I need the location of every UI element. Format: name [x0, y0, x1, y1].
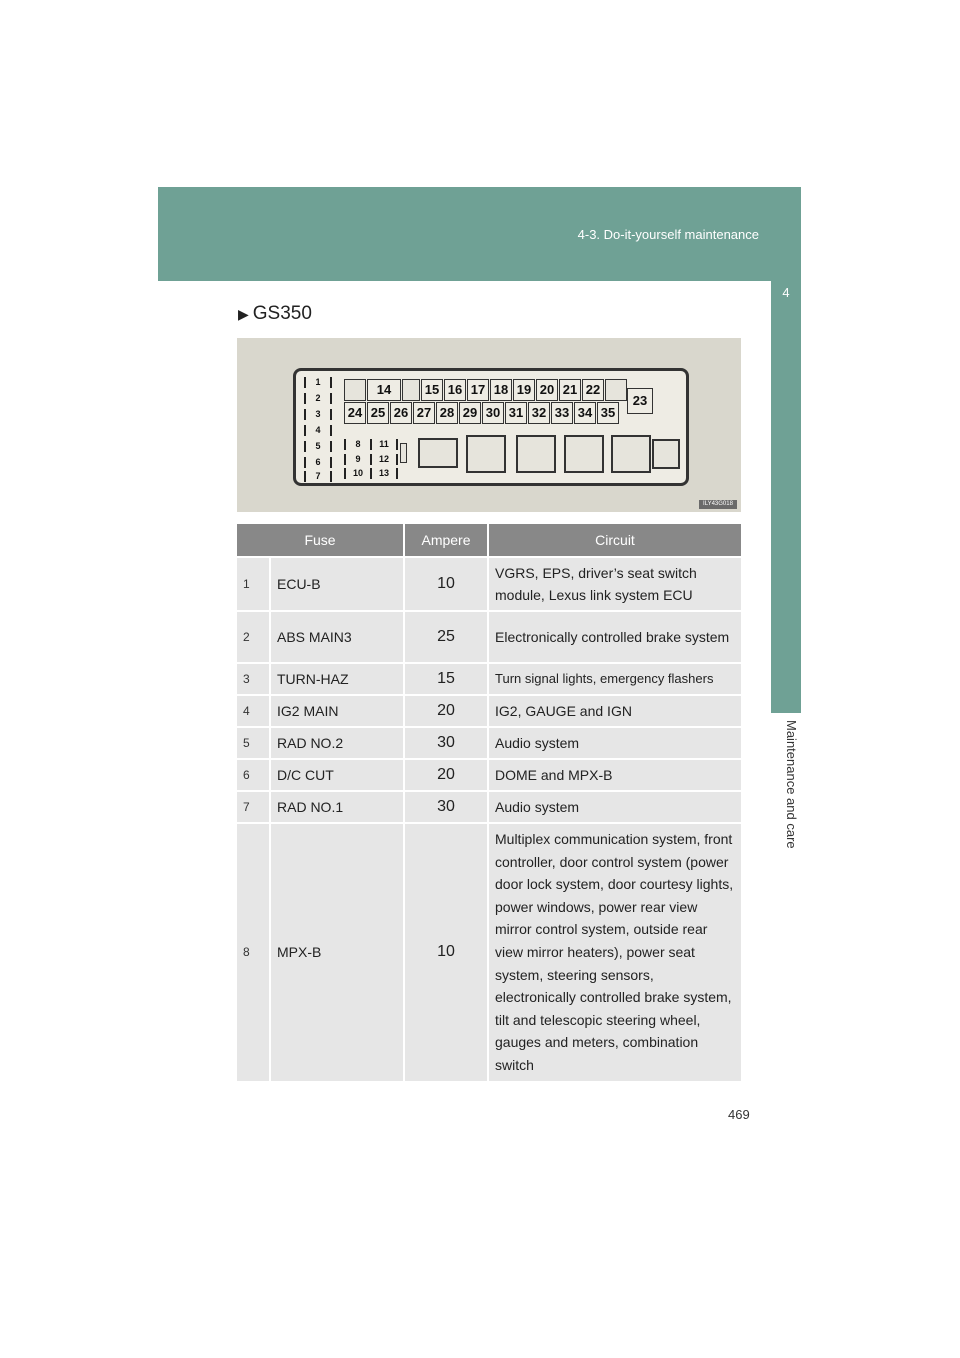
- relay-slot: [516, 435, 556, 473]
- fuse-name: D/C CUT: [270, 759, 404, 791]
- table-row: [237, 727, 741, 759]
- row-number: 8: [237, 823, 270, 1081]
- triangle-marker-icon: ▶: [238, 306, 249, 322]
- fuse-name: ECU-B: [270, 557, 404, 611]
- circuit-description: VGRS, EPS, driver’s seat switch module, Lexus link system ECU: [488, 557, 741, 611]
- fuse-name: ABS MAIN3: [270, 611, 404, 663]
- row-number: 3: [237, 663, 270, 695]
- fuse-9: 9: [344, 454, 372, 465]
- header-ampere: Ampere: [404, 524, 488, 557]
- table-row: [237, 759, 741, 791]
- fuse-27: 27: [413, 402, 435, 424]
- row-number: 2: [237, 611, 270, 663]
- fuse-35: 35: [597, 402, 619, 424]
- fuse-21: 21: [559, 379, 581, 401]
- circuit-description: IG2, GAUGE and IGN: [488, 695, 741, 727]
- fuse-10: 10: [344, 468, 372, 479]
- relay-slot: [611, 435, 651, 473]
- fuse-name: TURN-HAZ: [270, 663, 404, 695]
- fuse-8: 8: [344, 439, 372, 450]
- chapter-number: 4: [782, 285, 790, 300]
- fuse-5: 5: [304, 441, 332, 452]
- chapter-label: Maintenance and care: [784, 720, 799, 849]
- row-number: 7: [237, 791, 270, 823]
- ampere-value: 30: [404, 791, 488, 823]
- page-number: 469: [728, 1107, 750, 1122]
- fuse-2: 2: [304, 393, 332, 404]
- ampere-value: 20: [404, 759, 488, 791]
- row-number: 1: [237, 557, 270, 611]
- fuse-32: 32: [528, 402, 550, 424]
- blank-slot: [344, 379, 366, 401]
- fuse-7: 7: [304, 471, 332, 482]
- ampere-value: 30: [404, 727, 488, 759]
- table-row: [237, 695, 741, 727]
- ampere-value: 10: [404, 557, 488, 611]
- circuit-description: Multiplex communication system, front controller, door control system (power door lock system, door courtesy lights, power windows, power rear view mirror control system, outside rear view mirror heaters), power seat system, steering sensors, electronically controlled brake system, tilt and telescopic steering wheel, gauges and meters, combination switch: [488, 823, 741, 1081]
- diagram-code: ILY43G018: [699, 500, 737, 509]
- fuse-24: 24: [344, 402, 366, 424]
- fuse-29: 29: [459, 402, 481, 424]
- row-number: 4: [237, 695, 270, 727]
- fuse-15: 15: [421, 379, 443, 401]
- fuse-name: MPX-B: [270, 823, 404, 1081]
- relay-slot: [652, 439, 680, 469]
- fuse-31: 31: [505, 402, 527, 424]
- row-number: 5: [237, 727, 270, 759]
- ampere-value: 15: [404, 663, 488, 695]
- blank-slot: [400, 443, 407, 463]
- fuse-19: 19: [513, 379, 535, 401]
- ampere-value: 10: [404, 823, 488, 1081]
- header-band: [158, 187, 801, 281]
- row-number: 6: [237, 759, 270, 791]
- model-name: GS350: [252, 303, 312, 324]
- fuse-20: 20: [536, 379, 558, 401]
- circuit-description: Electronically controlled brake system: [488, 611, 741, 663]
- relay-slot: [466, 435, 506, 473]
- circuit-description: Audio system: [488, 727, 741, 759]
- fuse-3: 3: [304, 409, 332, 420]
- blank-slot: [402, 379, 420, 401]
- fuse-23: 23: [627, 388, 653, 414]
- fuse-25: 25: [367, 402, 389, 424]
- fuse-34: 34: [574, 402, 596, 424]
- fuse-1: 1: [304, 377, 332, 388]
- header-circuit: Circuit: [488, 524, 741, 557]
- fuse-33: 33: [551, 402, 573, 424]
- circuit-description: DOME and MPX-B: [488, 759, 741, 791]
- fuse-16: 16: [444, 379, 466, 401]
- fuse-box-outline: [293, 368, 689, 486]
- fuse-17: 17: [467, 379, 489, 401]
- fuse-28: 28: [436, 402, 458, 424]
- fuse-6: 6: [304, 457, 332, 468]
- fuse-name: RAD NO.1: [270, 791, 404, 823]
- fuse-table: [237, 524, 741, 1081]
- fuse-13: 13: [370, 468, 398, 479]
- fuse-14: 14: [367, 379, 401, 401]
- fuse-30: 30: [482, 402, 504, 424]
- table-row: [237, 557, 741, 611]
- fuse-26: 26: [390, 402, 412, 424]
- chapter-tab: [771, 281, 801, 713]
- relay-slot: [418, 438, 458, 468]
- section-label: 4-3. Do-it-yourself maintenance: [577, 227, 759, 242]
- table-row: [237, 611, 741, 663]
- fuse-name: IG2 MAIN: [270, 695, 404, 727]
- ampere-value: 25: [404, 611, 488, 663]
- relay-slot: [564, 435, 604, 473]
- fuse-22: 22: [582, 379, 604, 401]
- table-row: [237, 791, 741, 823]
- fuse-4: 4: [304, 425, 332, 436]
- fuse-name: RAD NO.2: [270, 727, 404, 759]
- circuit-description: Audio system: [488, 791, 741, 823]
- blank-slot: [605, 379, 627, 401]
- fuse-18: 18: [490, 379, 512, 401]
- fuse-12: 12: [370, 454, 398, 465]
- ampere-value: 20: [404, 695, 488, 727]
- circuit-description: Turn signal lights, emergency flashers: [488, 663, 741, 695]
- table-row: [237, 823, 741, 1081]
- model-title: [238, 303, 312, 325]
- table-header-row: [237, 524, 741, 557]
- fuse-11: 11: [370, 439, 398, 450]
- table-row: [237, 663, 741, 695]
- fuse-box-diagram: [237, 338, 741, 512]
- header-fuse: Fuse: [237, 524, 404, 557]
